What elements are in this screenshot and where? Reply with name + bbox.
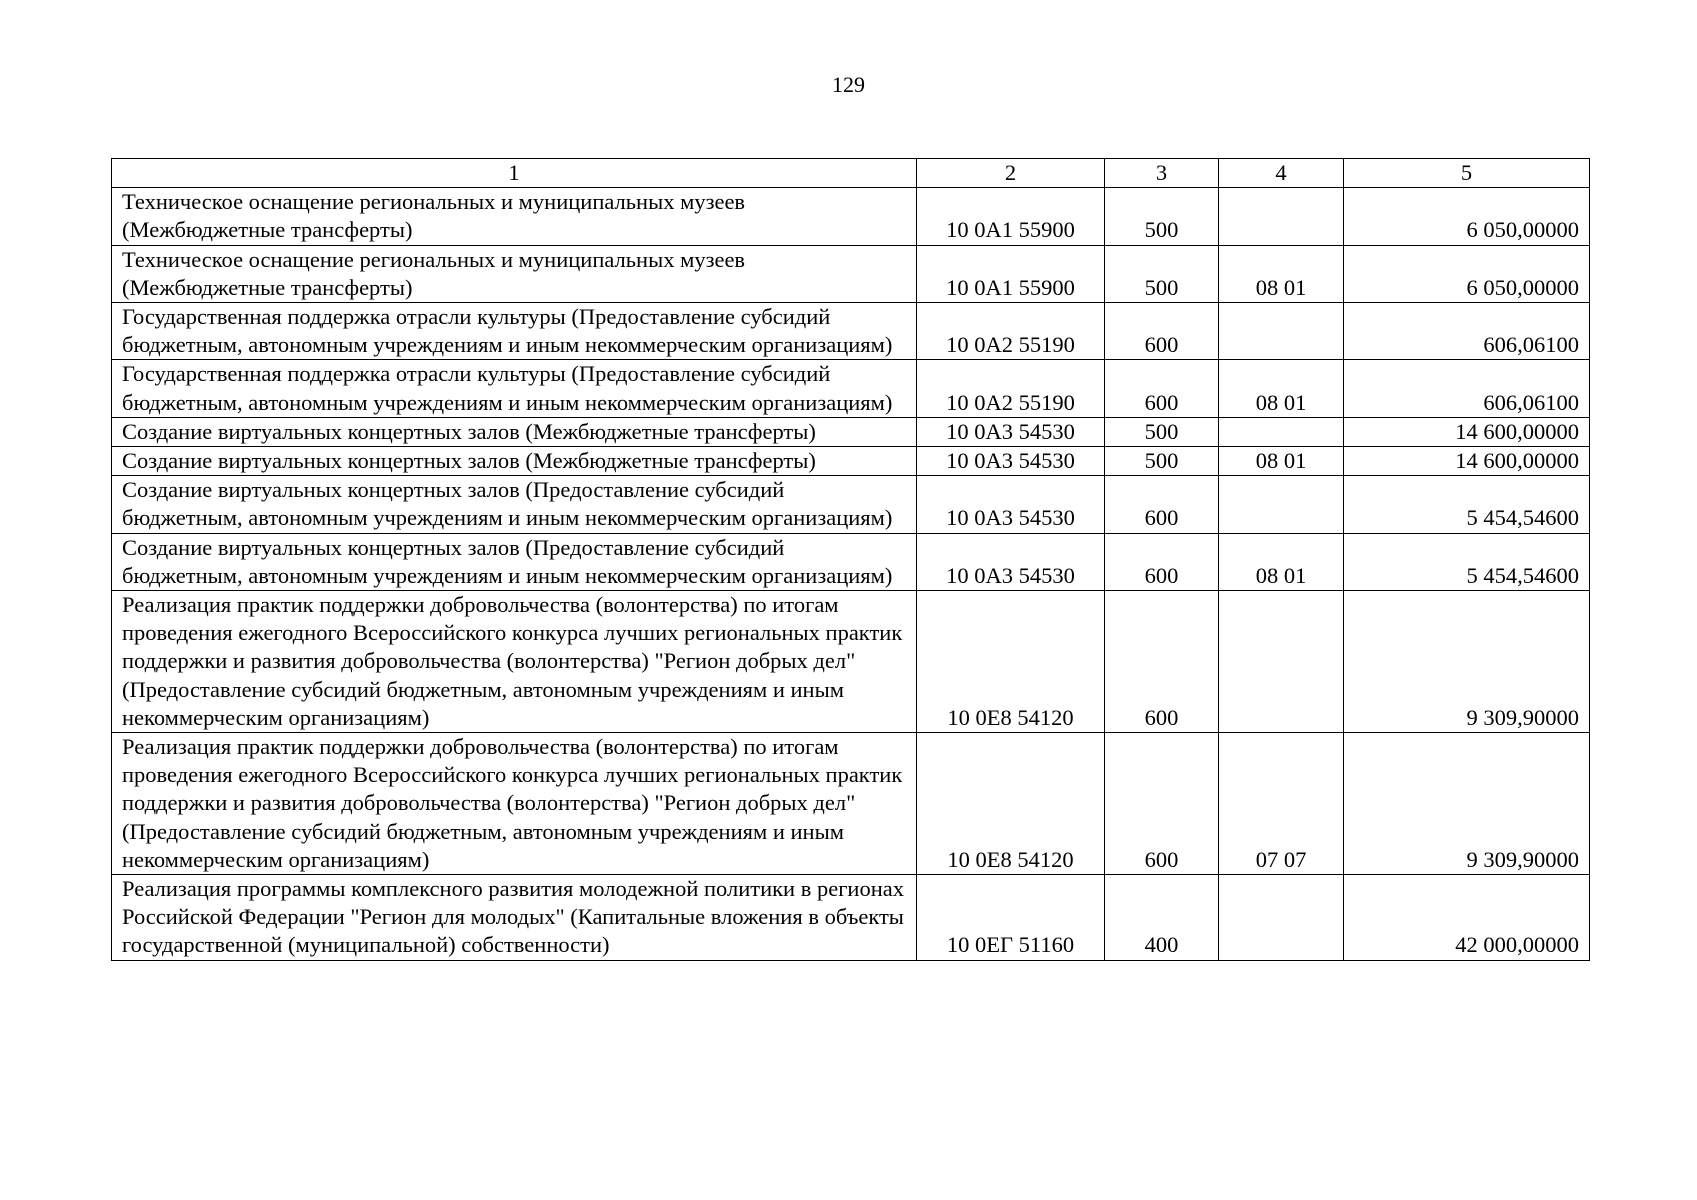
row-name: Создание виртуальных концертных залов (Предоставление субсидий бюджетным, автономным учреждениям и иным некоммерческим организациям)	[112, 476, 917, 533]
row-code: 10 0А3 54530	[917, 417, 1105, 446]
budget-table	[111, 158, 1590, 961]
header-col-3: 3	[1105, 159, 1219, 188]
header-col-2: 2	[917, 159, 1105, 188]
row-name: Реализация практик поддержки добровольчества (волонтерства) по итогам проведения ежегодного Всероссийского конкурса лучших региональных практик поддержки и развития добровольчества (волонтерства) "Регион добрых дел" (Предоставление субсидий бюджетным, автономным учреждениям и иным некоммерческим организациям)	[112, 591, 917, 733]
row-code: 10 0А1 55900	[917, 188, 1105, 245]
row-type: 600	[1105, 360, 1219, 417]
row-code: 10 0А3 54530	[917, 533, 1105, 590]
row-name: Государственная поддержка отрасли культуры (Предоставление субсидий бюджетным, автономным учреждениям и иным некоммерческим организациям)	[112, 360, 917, 417]
row-type: 400	[1105, 875, 1219, 961]
row-name: Государственная поддержка отрасли культуры (Предоставление субсидий бюджетным, автономным учреждениям и иным некоммерческим организациям)	[112, 303, 917, 360]
row-section	[1219, 591, 1344, 733]
table-row	[112, 417, 1590, 446]
row-amount: 9 309,90000	[1344, 733, 1590, 875]
row-code: 10 0А3 54530	[917, 447, 1105, 476]
table-row	[112, 447, 1590, 476]
table-row	[112, 533, 1590, 590]
row-section: 08 01	[1219, 447, 1344, 476]
row-type: 500	[1105, 188, 1219, 245]
row-amount: 6 050,00000	[1344, 188, 1590, 245]
table-row	[112, 245, 1590, 302]
row-code: 10 0А2 55190	[917, 303, 1105, 360]
row-section	[1219, 417, 1344, 446]
row-name: Создание виртуальных концертных залов (Межбюджетные трансферты)	[112, 447, 917, 476]
table-row	[112, 476, 1590, 533]
row-name: Техническое оснащение региональных и муниципальных музеев (Межбюджетные трансферты)	[112, 245, 917, 302]
row-code: 10 0А1 55900	[917, 245, 1105, 302]
table-row	[112, 360, 1590, 417]
row-type: 500	[1105, 245, 1219, 302]
row-name: Техническое оснащение региональных и муниципальных музеев (Межбюджетные трансферты)	[112, 188, 917, 245]
row-section	[1219, 875, 1344, 961]
table-body	[112, 188, 1590, 960]
row-amount: 14 600,00000	[1344, 447, 1590, 476]
row-section: 08 01	[1219, 360, 1344, 417]
row-code: 10 0А2 55190	[917, 360, 1105, 417]
page-number: 129	[832, 72, 865, 97]
row-type: 600	[1105, 591, 1219, 733]
header-col-4: 4	[1219, 159, 1344, 188]
row-name: Реализация практик поддержки добровольчества (волонтерства) по итогам проведения ежегодного Всероссийского конкурса лучших региональных практик поддержки и развития добровольчества (волонтерства) "Регион добрых дел" (Предоставление субсидий бюджетным, автономным учреждениям и иным некоммерческим организациям)	[112, 733, 917, 875]
table-row	[112, 188, 1590, 245]
row-code: 10 0ЕГ 51160	[917, 875, 1105, 961]
row-section: 08 01	[1219, 245, 1344, 302]
row-type: 500	[1105, 417, 1219, 446]
row-amount: 9 309,90000	[1344, 591, 1590, 733]
table-row	[112, 303, 1590, 360]
row-section	[1219, 476, 1344, 533]
row-name: Создание виртуальных концертных залов (Предоставление субсидий бюджетным, автономным учреждениям и иным некоммерческим организациям)	[112, 533, 917, 590]
row-amount: 42 000,00000	[1344, 875, 1590, 961]
row-type: 600	[1105, 533, 1219, 590]
row-amount: 606,06100	[1344, 360, 1590, 417]
header-row	[112, 159, 1590, 188]
header-col-5: 5	[1344, 159, 1590, 188]
row-section: 07 07	[1219, 733, 1344, 875]
row-section	[1219, 188, 1344, 245]
row-type: 600	[1105, 476, 1219, 533]
row-name: Создание виртуальных концертных залов (Межбюджетные трансферты)	[112, 417, 917, 446]
row-amount: 5 454,54600	[1344, 533, 1590, 590]
row-type: 500	[1105, 447, 1219, 476]
header-col-1: 1	[112, 159, 917, 188]
row-type: 600	[1105, 733, 1219, 875]
row-amount: 6 050,00000	[1344, 245, 1590, 302]
row-amount: 14 600,00000	[1344, 417, 1590, 446]
row-section	[1219, 303, 1344, 360]
row-code: 10 0А3 54530	[917, 476, 1105, 533]
table-row	[112, 875, 1590, 961]
table-row	[112, 591, 1590, 733]
row-code: 10 0Е8 54120	[917, 591, 1105, 733]
row-name: Реализация программы комплексного развития молодежной политики в регионах Российской Федерации "Регион для молодых" (Капитальные вложения в объекты государственной (муниципальной) собственности)	[112, 875, 917, 961]
row-type: 600	[1105, 303, 1219, 360]
row-section: 08 01	[1219, 533, 1344, 590]
row-amount: 5 454,54600	[1344, 476, 1590, 533]
table-row	[112, 733, 1590, 875]
row-code: 10 0Е8 54120	[917, 733, 1105, 875]
row-amount: 606,06100	[1344, 303, 1590, 360]
